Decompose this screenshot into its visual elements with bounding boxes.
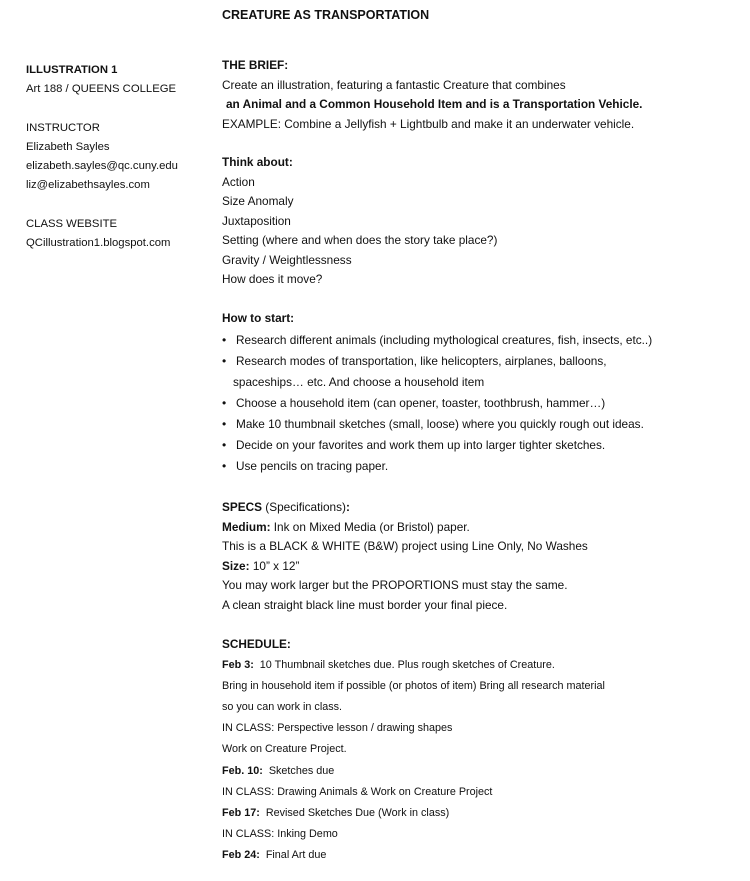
list-item: • Make 10 thumbnail sketches (small, loose) where you quickly rough out ideas. xyxy=(222,414,742,435)
specs-bw: This is a BLACK & WHITE (B&W) project using Line Only, No Washes xyxy=(222,539,588,553)
schedule-entry: Feb 3: 10 Thumbnail sketches due. Plus rough sketches of Creature. xyxy=(222,658,555,671)
think-item: Setting (where and when does the story take place?) xyxy=(222,233,498,247)
schedule-line: so you can work in class. xyxy=(222,700,343,713)
list-item: • Research different animals (including mythological creatures, fish, insects, etc..) xyxy=(222,330,742,351)
website-label: CLASS WEBSITE xyxy=(26,217,118,230)
class-website-link[interactable]: QCillustration1.blogspot.com xyxy=(26,237,171,250)
schedule-line: IN CLASS: Drawing Animals & Work on Creature Project xyxy=(222,785,493,798)
specs-medium: Medium: Ink on Mixed Media (or Bristol) paper. xyxy=(222,519,470,534)
think-item: How does it move? xyxy=(222,272,323,286)
start-list xyxy=(222,330,742,477)
course-school: Art 188 / QUEENS COLLEGE xyxy=(26,83,177,96)
list-item: • Use pencils on tracing paper. xyxy=(222,456,742,477)
think-item: Juxtaposition xyxy=(222,213,291,228)
list-item: • Research modes of transportation, like helicopters, airplanes, balloons, spaceships… etc. And choose a household item xyxy=(222,351,742,393)
page-title: CREATURE AS TRANSPORTATION xyxy=(222,8,430,22)
specs-border: A clean straight black line must border your final piece. xyxy=(222,597,508,612)
instructor-name: Elizabeth Sayles xyxy=(26,140,110,153)
brief-line: Create an illustration, featuring a fantastic Creature that combines xyxy=(222,77,566,92)
schedule-list xyxy=(222,655,742,867)
instructor-email-personal[interactable]: liz@elizabethsayles.com xyxy=(26,179,150,192)
instructor-email-school[interactable]: elizabeth.sayles@qc.cuny.edu xyxy=(26,160,178,173)
schedule-entry: Feb 17: Revised Sketches Due (Work in class) xyxy=(222,806,450,819)
schedule-line: Work on Creature Project. xyxy=(222,743,347,756)
schedule-entry: Feb. 10: Sketches due xyxy=(222,764,335,777)
list-item: • Choose a household item (can opener, toaster, toothbrush, hammer…) xyxy=(222,393,742,414)
specs-proportions: You may work larger but the PROPORTIONS must stay the same. xyxy=(222,578,568,592)
brief-line: an Animal and a Common Household Item and is a Transportation Vehicle. xyxy=(226,97,643,111)
list-item: • Decide on your favorites and work them up into larger tighter sketches. xyxy=(222,435,742,456)
think-item: Action xyxy=(222,174,255,189)
sidebar xyxy=(26,61,206,253)
schedule-heading: SCHEDULE: xyxy=(222,637,291,651)
think-heading: Think about: xyxy=(222,155,293,169)
brief-heading: THE BRIEF: xyxy=(222,58,289,72)
specs-heading: SPECS (Specifications): xyxy=(222,500,350,514)
brief-example: EXAMPLE: Combine a Jellyfish + Lightbulb and make it an underwater vehicle. xyxy=(222,116,635,131)
course-name: ILLUSTRATION 1 xyxy=(26,64,118,76)
schedule-line: IN CLASS: Inking Demo xyxy=(222,828,338,841)
start-heading: How to start: xyxy=(222,310,295,325)
think-item: Gravity / Weightlessness xyxy=(222,252,352,267)
schedule-entry: Feb 24: Final Art due xyxy=(222,849,327,862)
schedule-line: Bring in household item if possible (or photos of item) Bring all research material xyxy=(222,679,605,692)
main-content xyxy=(222,56,742,867)
specs-size: Size: 10” x 12” xyxy=(222,558,300,573)
schedule-line: IN CLASS: Perspective lesson / drawing shapes xyxy=(222,722,453,735)
instructor-label: INSTRUCTOR xyxy=(26,121,100,134)
think-item: Size Anomaly xyxy=(222,194,294,208)
